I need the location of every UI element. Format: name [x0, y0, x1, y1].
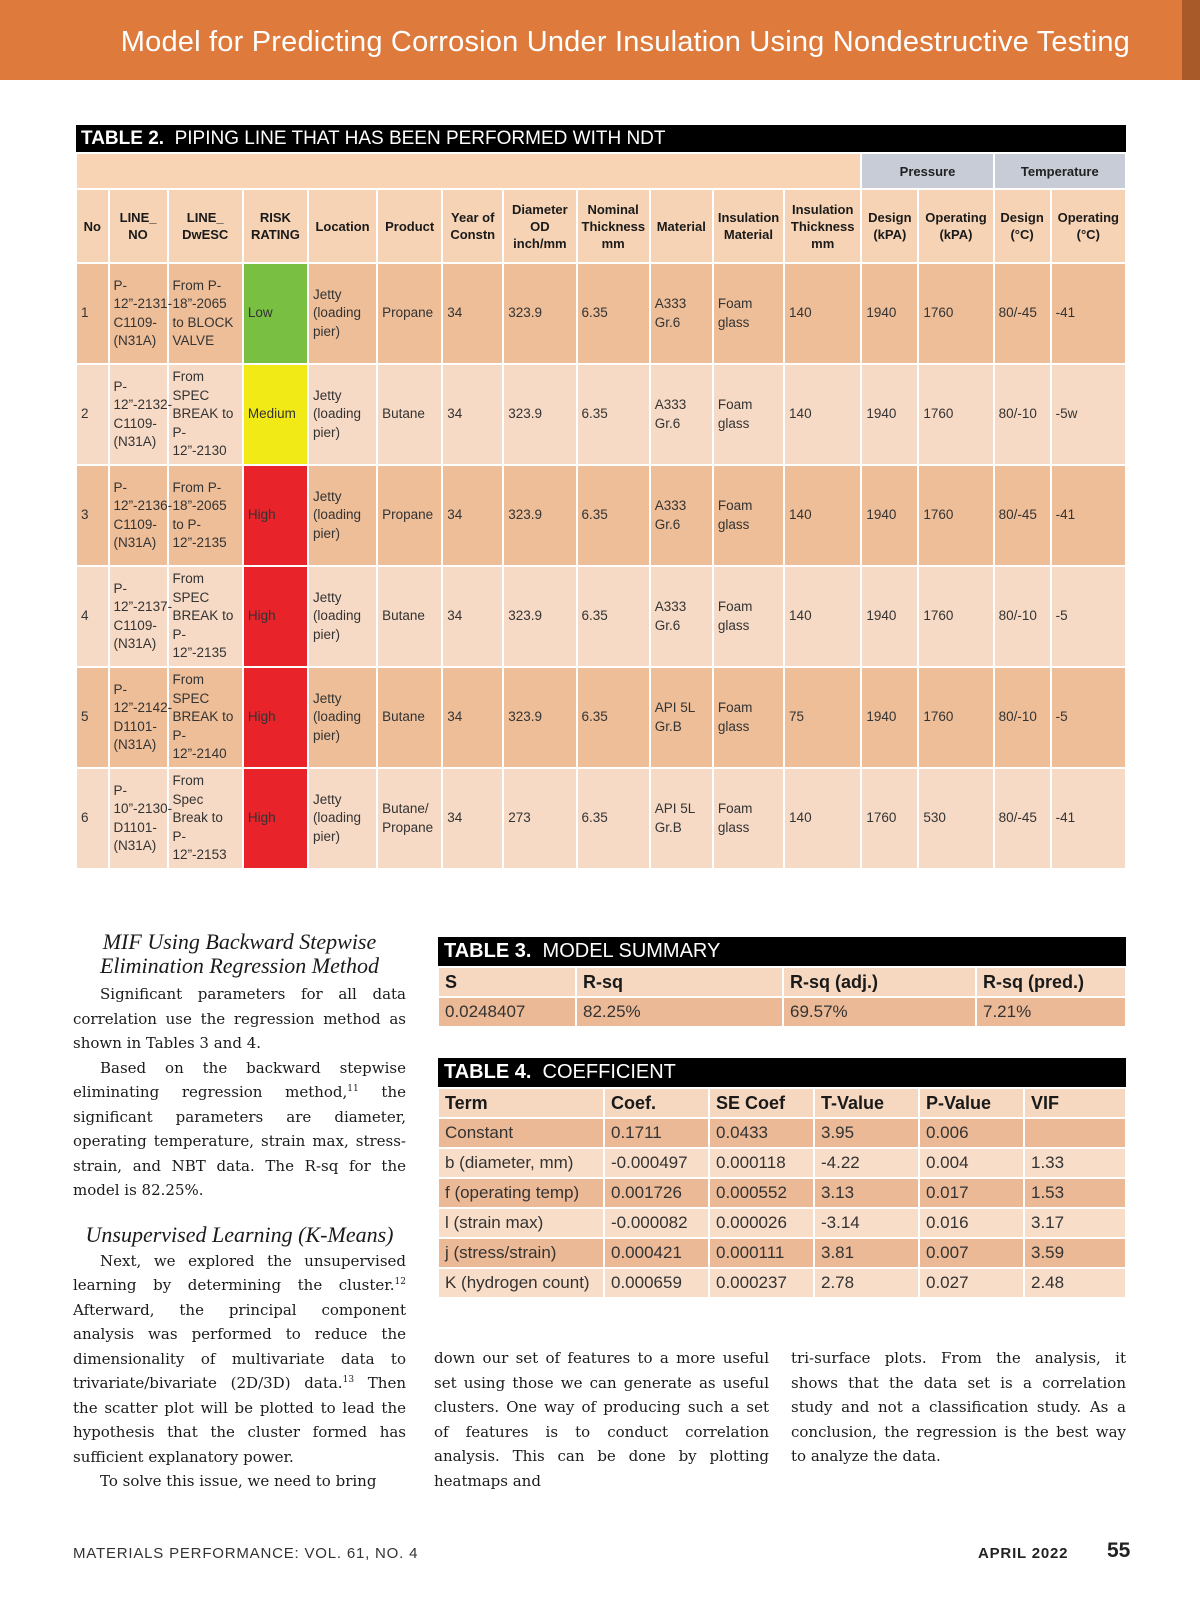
table-2-cell: -41 [1051, 768, 1126, 869]
table-4-cell: 0.017 [919, 1178, 1024, 1208]
table-2-cell: -41 [1051, 263, 1126, 364]
table-3-caption-text: MODEL SUMMARY [542, 940, 721, 962]
reference-12: 12 [394, 1277, 406, 1287]
table-2-column-header: Operating (kPA) [918, 189, 993, 263]
table-4-column-header: VIF [1024, 1088, 1126, 1118]
risk-rating-cell: High [243, 465, 308, 566]
risk-rating-cell: High [243, 768, 308, 869]
table-3-cell-rsq-adj: 69.57% [783, 997, 976, 1027]
left-text-column [73, 930, 406, 1494]
table-2-cell: 34 [442, 667, 503, 768]
table-2-cell: Jetty (loading pier) [308, 566, 377, 667]
table-2-caption-text: PIPING LINE THAT HAS BEEN PERFORMED WITH NDT [174, 127, 666, 149]
table-2-cell: 1760 [918, 566, 993, 667]
table-4-cell: 0.0433 [709, 1118, 814, 1148]
table-row [76, 768, 1126, 869]
table-2-cell: 6.35 [577, 465, 650, 566]
table-2-cell: 34 [442, 364, 503, 465]
risk-rating-cell: High [243, 667, 308, 768]
table-4-caption-label: TABLE 4. [444, 1061, 532, 1083]
table-row [438, 1268, 1126, 1298]
table-2-cell: Foam glass [713, 768, 784, 869]
table-2-cell: 140 [784, 263, 861, 364]
paragraph-unsupervised [73, 1249, 406, 1470]
table-4-cell: 0.1711 [604, 1118, 709, 1148]
paragraph-text: Next, we explored the unsupervised learning by determining the cluster. [73, 1251, 406, 1294]
table-4-coefficient [437, 1058, 1127, 1299]
table-4-cell: 0.016 [919, 1208, 1024, 1238]
table-4-cell: 3.95 [814, 1118, 919, 1148]
table-4-cell: 2.78 [814, 1268, 919, 1298]
paragraph-backward-stepwise [73, 1056, 406, 1203]
table-3-header-rsq: R-sq [576, 967, 783, 997]
page-header-title: Model for Predicting Corrosion Under Insulation Using Nondestructive Testing [120, 26, 1130, 58]
table-2-cell: Butane [377, 667, 442, 768]
table-4-cell [1024, 1118, 1126, 1148]
table-4-column-header: Term [438, 1088, 604, 1118]
table-2-cell: A333 Gr.6 [650, 364, 713, 465]
table-row [438, 1208, 1126, 1238]
table-3-header-rsq-pred: R-sq (pred.) [976, 967, 1126, 997]
table-2-cell: 75 [784, 667, 861, 768]
table-row [438, 1118, 1126, 1148]
table-3-model-summary [437, 937, 1127, 1028]
table-2-cell: P-12”-2136-C1109-(N31A) [109, 465, 168, 566]
paragraph-solve-issue [73, 1469, 406, 1494]
footer-journal: MATERIALS PERFORMANCE: VOL. 61, NO. 4 [73, 1545, 419, 1562]
table-2-cell: -41 [1051, 465, 1126, 566]
table-2-cell: 323.9 [503, 566, 576, 667]
table-2-piping-lines [75, 125, 1127, 870]
table-2-cell: From P-18”-2065 to P-12”-2135 [168, 465, 243, 566]
table-2-cell: 2 [76, 364, 109, 465]
section-heading-kmeans: Unsupervised Learning (K-Means) [85, 1221, 394, 1247]
table-2-cell: 6.35 [577, 768, 650, 869]
table-4-cell: Constant [438, 1118, 604, 1148]
table-2-cell: 34 [442, 465, 503, 566]
table-4-cell: 0.001726 [604, 1178, 709, 1208]
table-2-column-header: LINE_ NO [109, 189, 168, 263]
table-2-cell: 3 [76, 465, 109, 566]
table-2-column-header: Operating (°C) [1051, 189, 1126, 263]
table-3-cell-rsq: 82.25% [576, 997, 783, 1027]
table-2-caption [76, 125, 1126, 153]
table-2-column-header: Product [377, 189, 442, 263]
table-4-cell: 0.006 [919, 1118, 1024, 1148]
table-2-cell: 34 [442, 768, 503, 869]
table-2-cell: Jetty (loading pier) [308, 364, 377, 465]
paragraph-text: Afterward, the principal component analysis was performed to reduce the dimensionality of multivariate data to trivariate/bivariate (2D/3D) data. [73, 1300, 406, 1392]
table-2-cell: Propane [377, 465, 442, 566]
table-2-cell: 1760 [918, 263, 993, 364]
table-2-cell: A333 Gr.6 [650, 263, 713, 364]
table-4-column-header: SE Coef [709, 1088, 814, 1118]
table-3-header-rsq-adj: R-sq (adj.) [783, 967, 976, 997]
table-2-cell: A333 Gr.6 [650, 465, 713, 566]
table-2-column-header: Nominal Thickness mm [577, 189, 650, 263]
table-4-cell: 0.007 [919, 1238, 1024, 1268]
group-header-pressure: Pressure [861, 153, 993, 189]
table-2-cell: 323.9 [503, 263, 576, 364]
table-2-cell: 140 [784, 566, 861, 667]
table-4-cell: 0.004 [919, 1148, 1024, 1178]
table-4-cell: -0.000497 [604, 1148, 709, 1178]
table-2-cell: 1940 [861, 364, 918, 465]
table-2-cell: Butane/ Propane [377, 768, 442, 869]
table-2-cell: 273 [503, 768, 576, 869]
table-2-cell: Foam glass [713, 465, 784, 566]
table-row [438, 1148, 1126, 1178]
table-2-cell: 6.35 [577, 263, 650, 364]
table-2-cell: -5w [1051, 364, 1126, 465]
table-2-cell: API 5L Gr.B [650, 768, 713, 869]
table-4-cell: -0.000082 [604, 1208, 709, 1238]
table-2-cell: From SPEC BREAK to P-12”-2135 [168, 566, 243, 667]
group-spacer [76, 153, 861, 189]
table-2-cell: 530 [918, 768, 993, 869]
table-2-cell: 1940 [861, 667, 918, 768]
table-2-cell: From Spec Break to P-12”-2153 [168, 768, 243, 869]
table-2-cell: Butane [377, 566, 442, 667]
table-2-cell: 80/-10 [994, 566, 1051, 667]
table-2-column-header: No [76, 189, 109, 263]
table-4-cell: 0.000026 [709, 1208, 814, 1238]
table-4-caption [438, 1058, 1126, 1088]
table-2-cell: 80/-10 [994, 667, 1051, 768]
group-header-temperature: Temperature [994, 153, 1126, 189]
table-4-cell: 0.000118 [709, 1148, 814, 1178]
table-2-cell: 323.9 [503, 667, 576, 768]
table-row [438, 1178, 1126, 1208]
table-2-cell: API 5L Gr.B [650, 667, 713, 768]
table-2-cell: Foam glass [713, 566, 784, 667]
bottom-text-column-1: down our set of features to a more useful set using those we can generate as useful clusters. One way of producing such a set of features is to conduct correlation analysis. This can be done by plotting heatmaps and [434, 1349, 769, 1490]
table-2-cell: Foam glass [713, 667, 784, 768]
table-4-cell: 3.13 [814, 1178, 919, 1208]
footer-date: APRIL 2022 [978, 1545, 1069, 1562]
table-2-cell: 1940 [861, 566, 918, 667]
table-row [76, 263, 1126, 364]
table-3-caption-label: TABLE 3. [444, 940, 532, 962]
table-2-cell: Propane [377, 263, 442, 364]
bottom-text-column-2: tri-surface plots. From the analysis, it shows that the data set is a correlation study and not a classification study. As a conclusion, the regression is the best way to analyze the data. [791, 1349, 1126, 1465]
table-4-cell: K (hydrogen count) [438, 1268, 604, 1298]
table-2-cell: -5 [1051, 566, 1126, 667]
table-4-cell: f (operating temp) [438, 1178, 604, 1208]
table-2-cell: 6.35 [577, 364, 650, 465]
table-2-cell: 6 [76, 768, 109, 869]
paragraph-text: Significant parameters for all data correlation use the regression method as shown in Tables 3 and 4. [73, 985, 406, 1052]
table-4-cell: 2.48 [1024, 1268, 1126, 1298]
table-2-cell: Foam glass [713, 364, 784, 465]
paragraph-significant-parameters [73, 982, 406, 1056]
reference-11: 11 [347, 1084, 359, 1094]
paragraph-text: the significant parameters are diameter, operating temperature, strain max, stress-strain, and NBT data. The R-sq for the model is 82.25%. [73, 1083, 406, 1199]
table-2-cell: Jetty (loading pier) [308, 768, 377, 869]
table-2-cell: 6.35 [577, 667, 650, 768]
table-2-cell: 5 [76, 667, 109, 768]
reference-13: 13 [342, 1375, 355, 1385]
table-2-cell: P-10”-2130-D1101-(N31A) [109, 768, 168, 869]
table-4-cell: 0.027 [919, 1268, 1024, 1298]
table-2-cell: P-12”-2142-D1101-(N31A) [109, 667, 168, 768]
header-banner-edge [1182, 0, 1200, 80]
table-2-cell: 34 [442, 566, 503, 667]
table-4-cell: 3.59 [1024, 1238, 1126, 1268]
table-2-cell: 140 [784, 364, 861, 465]
table-2-cell: 1760 [861, 768, 918, 869]
table-4-cell: 0.000237 [709, 1268, 814, 1298]
table-2-column-header: LINE_ DwESC [168, 189, 243, 263]
table-2-cell: 1760 [918, 667, 993, 768]
table-row [438, 1238, 1126, 1268]
table-2-cell: From P-18”-2065 to BLOCK VALVE [168, 263, 243, 364]
table-2-cell: Jetty (loading pier) [308, 263, 377, 364]
table-2-cell: 1940 [861, 465, 918, 566]
table-2-cell: 323.9 [503, 364, 576, 465]
table-2-cell: P-12”-2132-C1109-(N31A) [109, 364, 168, 465]
table-4-cell: -3.14 [814, 1208, 919, 1238]
table-2-cell: From SPEC BREAK to P-12”-2140 [168, 667, 243, 768]
table-2-column-header: Location [308, 189, 377, 263]
table-row [76, 364, 1126, 465]
table-2-cell: Butane [377, 364, 442, 465]
table-3-header-s: S [438, 967, 576, 997]
table-2-cell: 6.35 [577, 566, 650, 667]
table-4-cell: 0.000552 [709, 1178, 814, 1208]
table-4-cell: b (diameter, mm) [438, 1148, 604, 1178]
table-4-cell: 0.000659 [604, 1268, 709, 1298]
table-3-cell-s: 0.0248407 [438, 997, 576, 1027]
risk-rating-cell: Medium [243, 364, 308, 465]
table-2-caption-label: TABLE 2. [81, 127, 165, 149]
table-2-cell: Jetty (loading pier) [308, 667, 377, 768]
risk-rating-cell: Low [243, 263, 308, 364]
table-4-cell: 3.81 [814, 1238, 919, 1268]
table-2-cell: P-12”-2137-C1109-(N31A) [109, 566, 168, 667]
table-row [76, 566, 1126, 667]
table-2-cell: 80/-45 [994, 465, 1051, 566]
table-2-cell: 34 [442, 263, 503, 364]
table-2-cell: P-12”-2131-C1109-(N31A) [109, 263, 168, 364]
table-2-column-header: Design (kPA) [861, 189, 918, 263]
table-4-cell: j (stress/strain) [438, 1238, 604, 1268]
paragraph-text: Based on the backward stepwise eliminating regression method, [73, 1058, 406, 1101]
table-4-cell: l (strain max) [438, 1208, 604, 1238]
table-2-column-header: Insulation Material [713, 189, 784, 263]
table-2-column-header: Year of Constn [442, 189, 503, 263]
table-4-cell: -4.22 [814, 1148, 919, 1178]
table-4-cell: 0.000111 [709, 1238, 814, 1268]
table-2-cell: 1760 [918, 364, 993, 465]
table-4-cell: 1.33 [1024, 1148, 1126, 1178]
table-4-column-header: Coef. [604, 1088, 709, 1118]
table-2-cell: 1760 [918, 465, 993, 566]
table-2-cell: Jetty (loading pier) [308, 465, 377, 566]
table-row [76, 667, 1126, 768]
table-4-column-header: P-Value [919, 1088, 1024, 1118]
table-2-cell: 1 [76, 263, 109, 364]
table-2-column-header: Material [650, 189, 713, 263]
section-heading-mif: MIF Using Backward Stepwise Elimination Regression Method [99, 929, 380, 978]
table-row [76, 465, 1126, 566]
table-2-cell: -5 [1051, 667, 1126, 768]
table-2-cell: 80/-10 [994, 364, 1051, 465]
page-number: 55 [1107, 1539, 1131, 1562]
table-2-column-header: Diameter OD inch/mm [503, 189, 576, 263]
table-4-cell: 1.53 [1024, 1178, 1126, 1208]
table-4-caption-text: COEFFICIENT [542, 1061, 676, 1083]
table-2-column-header: Insulation Thickness mm [784, 189, 861, 263]
table-2-cell: 80/-45 [994, 768, 1051, 869]
table-3-cell-rsq-pred: 7.21% [976, 997, 1126, 1027]
table-2-column-header: RISK RATING [243, 189, 308, 263]
table-3-caption [438, 937, 1126, 967]
table-2-cell: 323.9 [503, 465, 576, 566]
table-4-cell: 3.17 [1024, 1208, 1126, 1238]
table-2-cell: 140 [784, 465, 861, 566]
table-2-cell: A333 Gr.6 [650, 566, 713, 667]
table-2-cell: 140 [784, 768, 861, 869]
paragraph-text: Then the scatter plot will be plotted to lead the hypothesis that the cluster formed has sufficient explanatory power. [73, 1374, 406, 1466]
table-4-cell: 0.000421 [604, 1238, 709, 1268]
table-2-column-header: Design (°C) [994, 189, 1051, 263]
risk-rating-cell: High [243, 566, 308, 667]
table-4-column-header: T-Value [814, 1088, 919, 1118]
table-2-cell: 4 [76, 566, 109, 667]
table-2-cell: Foam glass [713, 263, 784, 364]
table-2-cell: 80/-45 [994, 263, 1051, 364]
table-2-cell: From SPEC BREAK to P-12”-2130 [168, 364, 243, 465]
paragraph-text: To solve this issue, we need to bring [100, 1472, 377, 1490]
table-2-cell: 1940 [861, 263, 918, 364]
